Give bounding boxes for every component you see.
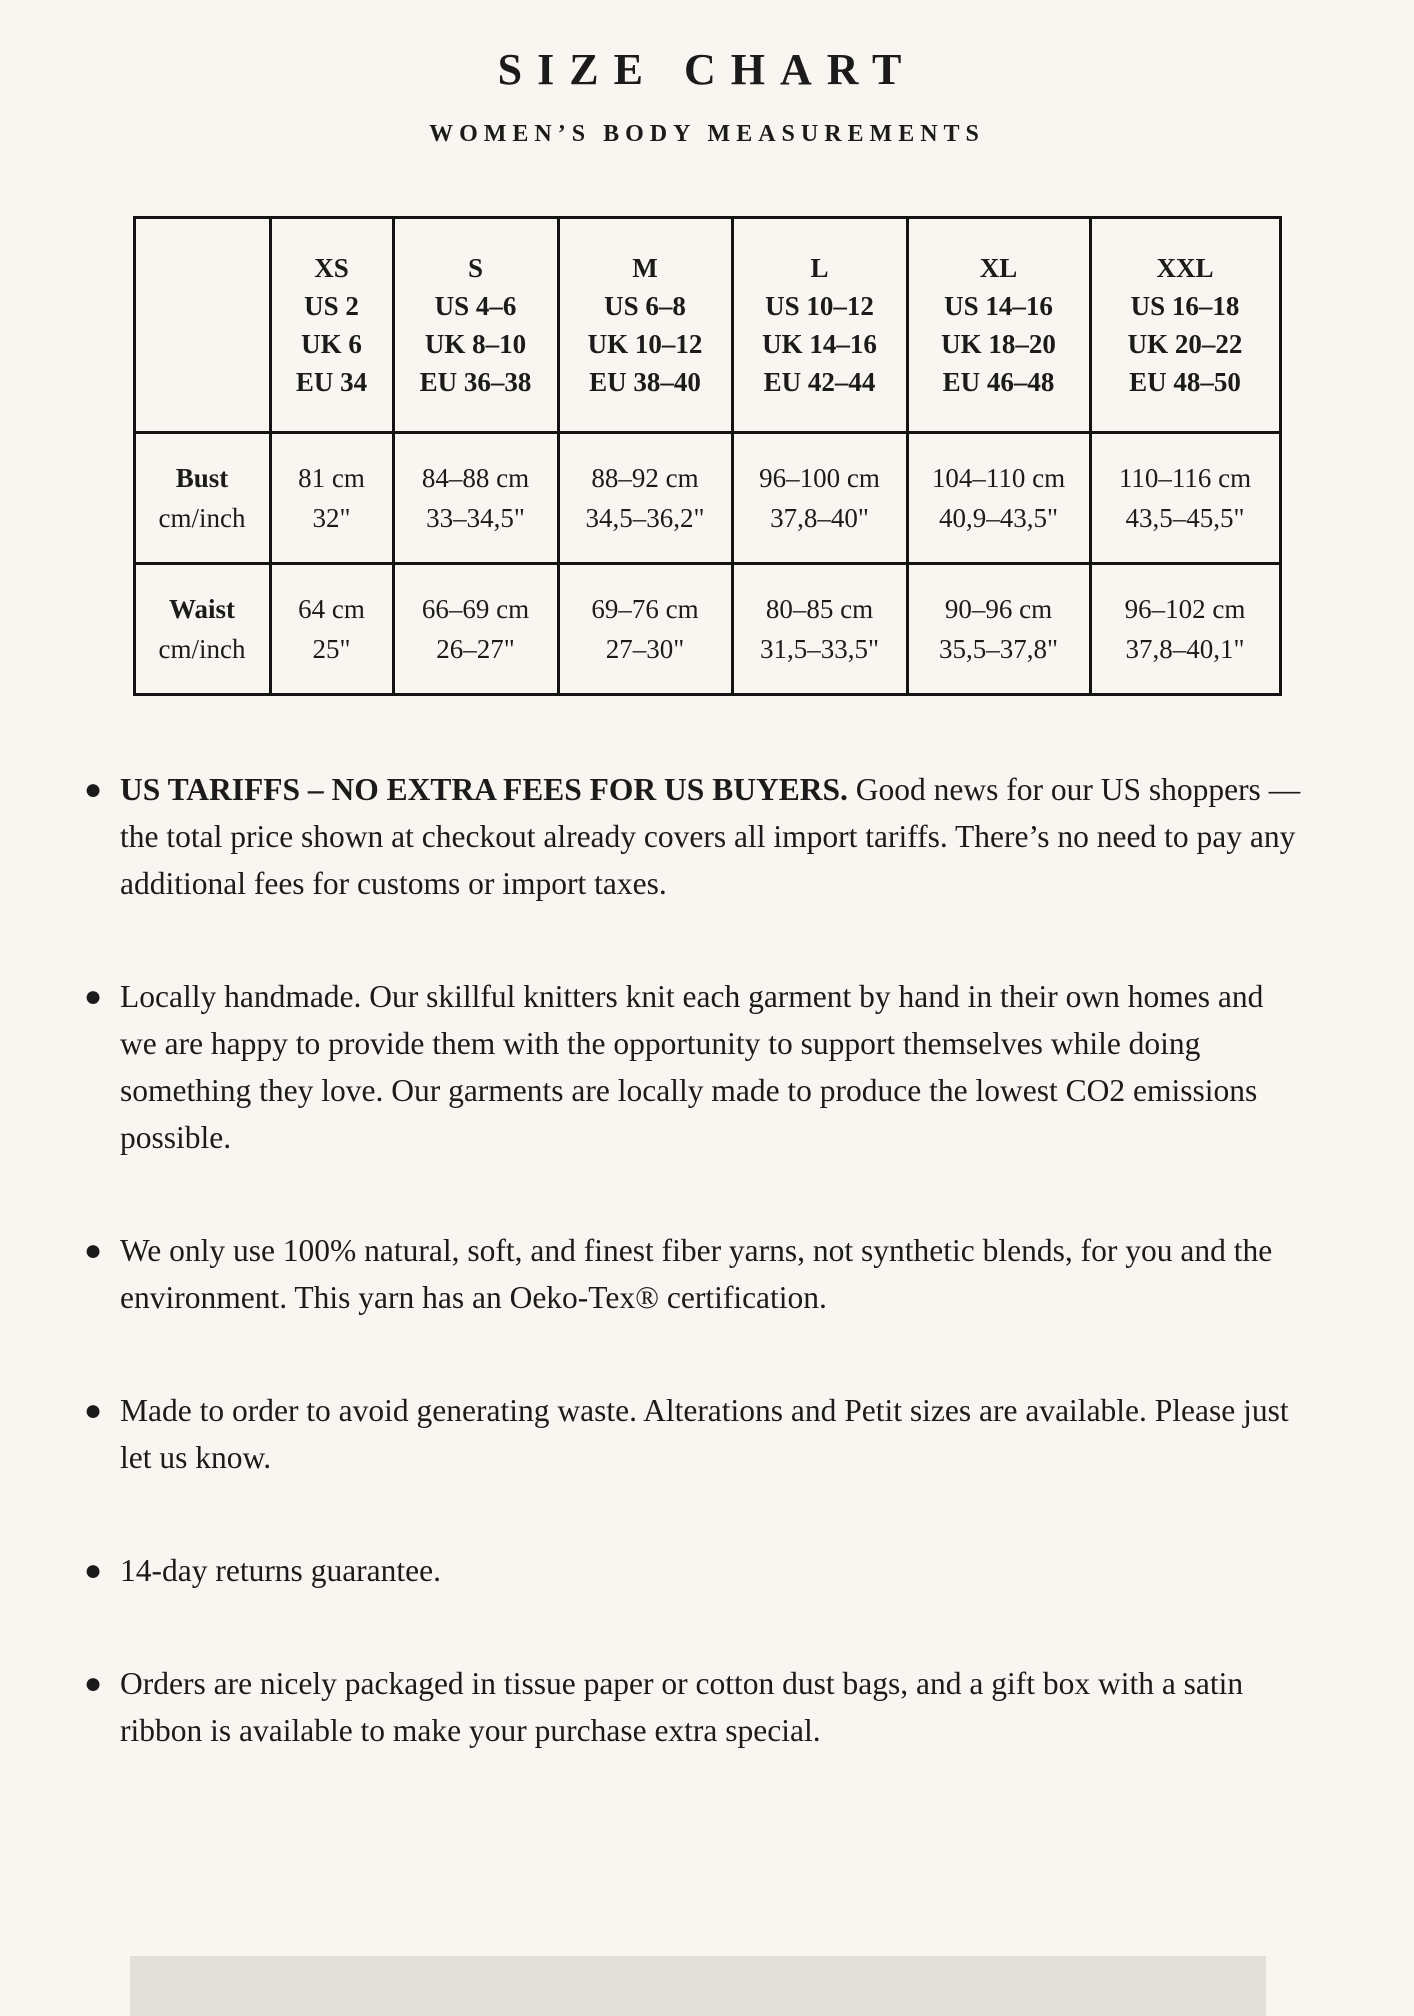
measure-label: Waist: [168, 594, 235, 624]
bullet-icon: ●: [84, 773, 103, 806]
value-cm: 80–85 cm: [765, 594, 874, 624]
size-name: XL: [979, 253, 1018, 283]
bullet-icon: ●: [84, 1554, 103, 1587]
column-header-xl: [907, 218, 1090, 433]
bullet-icon: ●: [84, 1234, 103, 1267]
bust-cell-m: [558, 433, 732, 564]
waist-cell-s: [393, 564, 558, 695]
note-us-tariffs: [84, 766, 1374, 907]
note-locally-handmade: [84, 973, 1374, 1161]
size-uk: UK 6: [301, 329, 362, 359]
size-uk: UK 8–10: [424, 329, 527, 359]
column-header-s: [393, 218, 558, 433]
value-cm: 66–69 cm: [421, 594, 530, 624]
note-packaging: [84, 1660, 1374, 1754]
column-header-l: [732, 218, 907, 433]
value-inch: 25": [312, 634, 351, 664]
size-eu: EU 42–44: [763, 367, 876, 397]
waist-cell-xs: [270, 564, 393, 695]
bottom-cropped-panel: [130, 1956, 1266, 2016]
size-uk: UK 20–22: [1127, 329, 1243, 359]
value-inch: 37,8–40": [770, 503, 869, 533]
note-bold-lead: US TARIFFS – NO EXTRA FEES FOR US BUYERS.: [120, 772, 848, 807]
size-name: XS: [314, 253, 349, 283]
product-notes-list: [0, 766, 1414, 1754]
note-body: Made to order to avoid generating waste. Alterations and Petit sizes are available. Please just let us know.: [120, 1393, 1289, 1475]
size-table: [133, 216, 1282, 696]
size-us: US 4–6: [434, 291, 517, 321]
bust-cell-xl: [907, 433, 1090, 564]
value-inch: 34,5–36,2": [585, 503, 705, 533]
measure-unit: cm/inch: [158, 634, 246, 664]
table-header-row: [134, 218, 1280, 433]
size-eu: EU 48–50: [1129, 367, 1241, 397]
note-text: [120, 1660, 1305, 1754]
note-text: [120, 766, 1305, 907]
note-text: [120, 1387, 1305, 1481]
value-inch: 26–27": [436, 634, 515, 664]
note-made-to-order: [84, 1387, 1374, 1481]
value-inch: 32": [312, 503, 351, 533]
value-cm: 81 cm: [298, 463, 365, 493]
value-cm: 88–92 cm: [591, 463, 699, 493]
note-text: [120, 1547, 1305, 1594]
size-name: XXL: [1156, 253, 1214, 283]
bullet-icon: ●: [84, 1394, 103, 1427]
note-text: [120, 973, 1305, 1161]
bust-cell-xs: [270, 433, 393, 564]
size-us: US 2: [304, 291, 359, 321]
waist-cell-xxl: [1090, 564, 1280, 695]
measure-unit: cm/inch: [158, 503, 246, 533]
value-cm: 69–76 cm: [591, 594, 699, 624]
column-header-xxl: [1090, 218, 1280, 433]
bullet-icon: ●: [84, 1667, 103, 1700]
waist-row: [134, 564, 1280, 695]
column-header-m: [558, 218, 732, 433]
value-inch: 31,5–33,5": [759, 634, 880, 664]
bullet-icon: ●: [84, 980, 103, 1013]
note-body: Locally handmade. Our skillful knitters knit each garment by hand in their own homes and we are happy to provide them with the opportunity to support themselves while doing something they love. Our garments are locally made to produce the lowest CO2 emissions possible.: [120, 979, 1264, 1155]
table-corner-cell: [134, 218, 270, 433]
value-inch: 37,8–40,1": [1125, 634, 1245, 664]
bust-row: [134, 433, 1280, 564]
value-inch: 27–30": [605, 634, 685, 664]
size-uk: UK 18–20: [941, 329, 1056, 359]
value-cm: 110–116 cm: [1118, 463, 1252, 493]
size-name: L: [810, 253, 829, 283]
page-subtitle: WOMEN’S BODY MEASUREMENTS: [429, 121, 985, 147]
waist-cell-l: [732, 564, 907, 695]
note-body: Good news for our US shoppers — the total price shown at checkout already covers all import tariffs. There’s no need to pay any additional fees for customs or import taxes.: [120, 772, 1301, 901]
measure-label: Bust: [175, 463, 229, 493]
size-eu: EU 36–38: [419, 367, 532, 397]
value-cm: 90–96 cm: [944, 594, 1053, 624]
value-cm: 104–110 cm: [931, 463, 1066, 493]
waist-cell-xl: [907, 564, 1090, 695]
size-name: M: [632, 253, 658, 283]
size-uk: UK 14–16: [762, 329, 877, 359]
bust-cell-l: [732, 433, 907, 564]
bust-cell-s: [393, 433, 558, 564]
size-us: US 6–8: [604, 291, 686, 321]
note-body: Orders are nicely packaged in tissue paper or cotton dust bags, and a gift box with a satin ribbon is available to make your purchase extra special.: [120, 1666, 1244, 1748]
waist-cell-m: [558, 564, 732, 695]
note-body: 14-day returns guarantee.: [120, 1553, 441, 1588]
size-eu: EU 46–48: [942, 367, 1055, 397]
column-header-xs: [270, 218, 393, 433]
size-us: US 14–16: [944, 291, 1053, 321]
size-us: US 16–18: [1130, 291, 1240, 321]
value-cm: 84–88 cm: [421, 463, 530, 493]
waist-row-label: [134, 564, 270, 695]
note-body: We only use 100% natural, soft, and finest fiber yarns, not synthetic blends, for you and the environment. This yarn has an Oeko-Tex® certification.: [120, 1233, 1273, 1315]
note-returns-guarantee: [84, 1547, 1374, 1594]
note-natural-yarns: [84, 1227, 1374, 1321]
note-text: [120, 1227, 1305, 1321]
size-name: S: [467, 253, 484, 283]
size-us: US 10–12: [765, 291, 874, 321]
size-eu: EU 38–40: [589, 367, 701, 397]
value-cm: 96–100 cm: [759, 463, 880, 493]
value-cm: 96–102 cm: [1124, 594, 1246, 624]
page-title: SIZE CHART: [497, 45, 917, 94]
value-inch: 43,5–45,5": [1125, 503, 1245, 533]
value-inch: 35,5–37,8": [938, 634, 1059, 664]
value-cm: 64 cm: [298, 594, 365, 624]
bust-cell-xxl: [1090, 433, 1280, 564]
size-eu: EU 34: [295, 367, 368, 397]
value-inch: 33–34,5": [426, 503, 525, 533]
value-inch: 40,9–43,5": [938, 503, 1059, 533]
size-uk: UK 10–12: [587, 329, 703, 359]
bust-row-label: [134, 433, 270, 564]
